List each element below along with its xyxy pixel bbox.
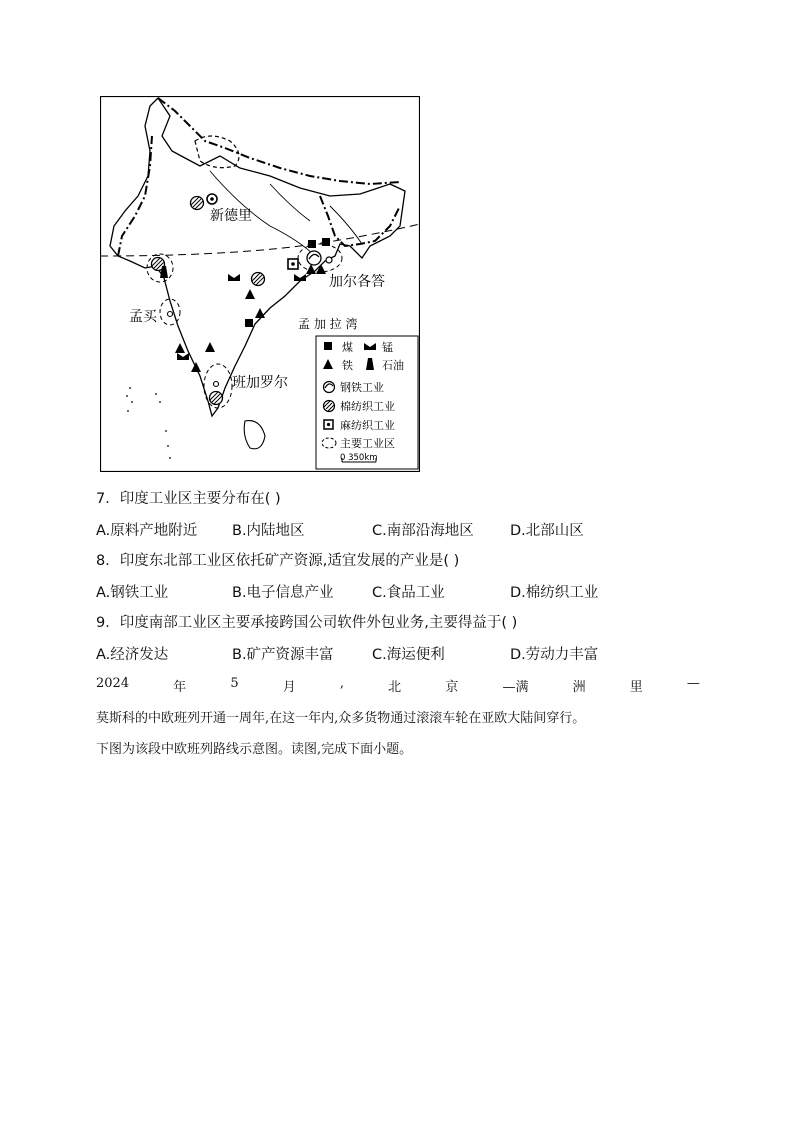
legend-cotton-icon — [324, 401, 335, 412]
question-8-option-c: C.食品工业 — [372, 585, 445, 601]
intro-token: 5 — [230, 676, 239, 691]
legend-oil-label: 石油 — [382, 359, 404, 372]
steel-industry-icon — [307, 251, 321, 265]
mumbai-city-icon — [168, 312, 173, 317]
india-industry-map — [100, 96, 420, 472]
intro-token: —满 — [502, 680, 529, 695]
legend-coal-label: 煤 — [342, 341, 353, 354]
legend-cotton-label: 棉纺织工业 — [340, 400, 395, 413]
question-7-option-d: D.北部山区 — [510, 523, 584, 539]
kolkata-label: 加尔各答 — [329, 274, 385, 290]
bay-of-bengal-label: 孟 加 拉 湾 — [298, 317, 358, 331]
legend-scale-label: 0 350km — [340, 453, 378, 463]
question-7-option-a: A.原料产地附近 — [96, 523, 198, 539]
cotton-textile-icon — [210, 392, 223, 405]
intro-token: 里 — [629, 680, 643, 695]
question-9-option-a: A.经济发达 — [96, 647, 169, 663]
question-8-options — [96, 581, 716, 601]
legend-coal-icon — [324, 342, 332, 350]
kolkata-city-icon — [326, 257, 332, 263]
intro-token: , — [339, 676, 345, 691]
intro-token: 京 — [445, 680, 459, 695]
question-8-option-b: B.电子信息产业 — [232, 585, 334, 601]
question-9-option-c: C.海运便利 — [372, 647, 445, 663]
intro-token: 2024 — [96, 676, 130, 691]
coal-icon — [245, 319, 253, 327]
map-legend — [316, 336, 418, 469]
question-8-option-d: D.棉纺织工业 — [510, 585, 599, 601]
question-9-options — [96, 643, 716, 663]
question-9: 9．印度南部工业区主要承接跨国公司软件外包业务,主要得益于( ) — [96, 615, 518, 631]
jute-textile-icon — [288, 259, 298, 269]
intro-token: — — [686, 676, 700, 691]
intro-token: 月 — [282, 680, 296, 695]
question-9-option-d: D.劳动力丰富 — [510, 647, 599, 663]
legend-iron-label: 铁 — [342, 359, 353, 372]
intro-token: 年 — [173, 680, 187, 695]
intro-token: 北 — [388, 680, 402, 695]
coal-icon — [322, 238, 330, 246]
bangalore-city-icon — [214, 382, 219, 387]
question-7-option-b: B.内陆地区 — [232, 523, 305, 539]
new-delhi-capital-icon — [207, 194, 217, 204]
intro-line-2: 莫斯科的中欧班列开通一周年,在这一年内,众多货物通过滚滚车轮在亚欧大陆间穿行。 — [96, 711, 586, 726]
map-svg — [100, 96, 420, 472]
question-7-options — [96, 519, 716, 539]
coal-icon — [308, 240, 316, 248]
cotton-textile-icon — [252, 273, 265, 286]
intro-token: 洲 — [572, 680, 586, 695]
question-8: 8．印度东北部工业区依托矿产资源,适宜发展的产业是( ) — [96, 553, 460, 569]
question-9-option-b: B.矿产资源丰富 — [232, 647, 334, 663]
new-delhi-label: 新德里 — [210, 208, 252, 224]
legend-zone-label: 主要工业区 — [340, 437, 395, 450]
bangalore-label: 班加罗尔 — [232, 375, 288, 391]
legend-jute-icon — [324, 420, 333, 429]
legend-steel-label: 钢铁工业 — [340, 381, 384, 394]
mumbai-label: 孟买 — [129, 309, 157, 325]
legend-manganese-label: 锰 — [382, 341, 393, 354]
question-7-option-c: C.南部沿海地区 — [372, 523, 474, 539]
legend-jute-label: 麻纺织工业 — [340, 419, 395, 432]
question-8-option-a: A.钢铁工业 — [96, 585, 169, 601]
legend-steel-icon — [324, 382, 335, 393]
cotton-textile-icon — [191, 197, 204, 210]
question-7: 7．印度工业区主要分布在( ) — [96, 491, 281, 507]
intro-line-3: 下图为该段中欧班列路线示意图。读图,完成下面小题。 — [96, 742, 413, 757]
intro-line-1 — [96, 676, 700, 695]
